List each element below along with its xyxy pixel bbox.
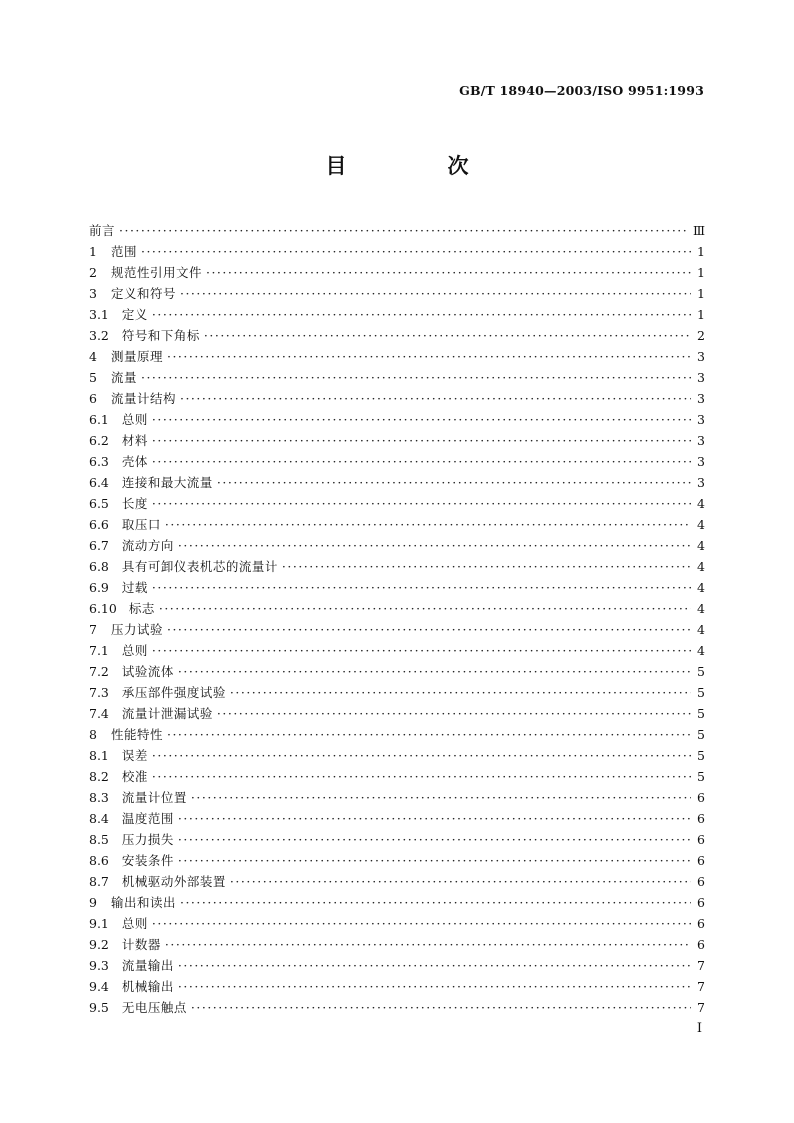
toc-entry-label: 材料 [121, 433, 148, 448]
toc-entry[interactable] [89, 703, 705, 724]
toc-entry-label: 前言 [89, 223, 116, 238]
toc-entry-page: 7 [697, 958, 705, 973]
toc-entry-page: 2 [697, 328, 705, 343]
toc-leader-dots [217, 703, 691, 724]
toc-entry[interactable] [89, 367, 705, 388]
toc-leader-dots [178, 976, 691, 997]
toc-entry-page: 6 [697, 790, 705, 805]
toc-entry-page: 4 [697, 538, 705, 553]
toc-leader-dots [152, 745, 691, 766]
toc-leader-dots [159, 598, 691, 619]
toc-entry-number: 8.1 [89, 748, 109, 763]
toc-entry-page: 4 [697, 496, 705, 511]
toc-leader-dots [178, 829, 691, 850]
toc-entry-page: 6 [697, 853, 705, 868]
toc-entry-label: 试验流体 [121, 664, 174, 679]
table-of-contents [89, 220, 705, 1018]
toc-entry-label: 总则 [121, 412, 148, 427]
toc-entry-page: 3 [697, 433, 705, 448]
toc-entry-label: 误差 [121, 748, 148, 763]
toc-entry-page: 3 [697, 454, 705, 469]
toc-entry-page: 3 [697, 370, 705, 385]
toc-entry-page: 3 [697, 475, 705, 490]
toc-entry[interactable] [89, 976, 705, 997]
toc-entry-number: 8.5 [89, 832, 109, 847]
toc-entry-label: 流量输出 [121, 958, 174, 973]
footer-page-number: Ⅰ [696, 1021, 702, 1036]
page-title: 目 次 [325, 153, 509, 178]
toc-entry[interactable] [89, 640, 705, 661]
toc-entry-number: 6.4 [89, 475, 109, 490]
toc-entry-number: 9.2 [89, 937, 109, 952]
toc-leader-dots [217, 472, 691, 493]
toc-leader-dots [152, 493, 691, 514]
toc-entry-page: Ⅲ [692, 223, 705, 238]
toc-entry-number: 8.6 [89, 853, 109, 868]
toc-entry-number: 8.3 [89, 790, 109, 805]
toc-entry[interactable] [89, 220, 705, 241]
toc-entry-number: 6 [89, 391, 97, 406]
toc-entry-page: 3 [697, 412, 705, 427]
toc-leader-dots [152, 640, 691, 661]
toc-entry[interactable] [89, 241, 705, 262]
toc-entry-number: 6.9 [89, 580, 109, 595]
toc-entry-page: 6 [697, 916, 705, 931]
toc-entry-number: 4 [89, 349, 97, 364]
toc-entry[interactable] [89, 514, 705, 535]
toc-entry[interactable] [89, 955, 705, 976]
toc-entry-page: 4 [697, 559, 705, 574]
toc-entry-page: 4 [697, 517, 705, 532]
toc-entry-label: 承压部件强度试验 [121, 685, 226, 700]
toc-entry-number: 7.3 [89, 685, 109, 700]
toc-leader-dots [152, 577, 691, 598]
toc-leader-dots [165, 514, 691, 535]
toc-entry[interactable] [89, 997, 705, 1018]
toc-leader-dots [152, 913, 691, 934]
toc-entry-page: 6 [697, 874, 705, 889]
toc-entry-label: 计数器 [121, 937, 161, 952]
toc-entry-number: 9.1 [89, 916, 109, 931]
toc-leader-dots [180, 283, 691, 304]
toc-entry[interactable] [89, 682, 705, 703]
toc-entry[interactable] [89, 388, 705, 409]
toc-entry[interactable] [89, 451, 705, 472]
toc-entry-label: 流动方向 [121, 538, 174, 553]
toc-leader-dots [191, 997, 691, 1018]
toc-leader-dots [180, 892, 691, 913]
toc-leader-dots [178, 808, 691, 829]
toc-leader-dots [206, 262, 691, 283]
toc-entry[interactable] [89, 493, 705, 514]
toc-entry-label: 压力试验 [110, 622, 163, 637]
toc-entry-page: 3 [697, 349, 705, 364]
toc-entry-label: 温度范围 [121, 811, 174, 826]
toc-entry-number: 6.1 [89, 412, 109, 427]
toc-entry-label: 流量计泄漏试验 [121, 706, 213, 721]
toc-entry-number: 6.10 [89, 601, 117, 616]
toc-entry-number: 9.4 [89, 979, 109, 994]
toc-entry-number: 8.2 [89, 769, 109, 784]
toc-entry-number: 2 [89, 265, 97, 280]
toc-leader-dots [191, 787, 691, 808]
toc-leader-dots [230, 682, 691, 703]
toc-entry[interactable] [89, 430, 705, 451]
toc-entry-label: 总则 [121, 916, 148, 931]
toc-entry[interactable] [89, 304, 705, 325]
toc-entry-page: 4 [697, 580, 705, 595]
toc-entry-label: 符号和下角标 [121, 328, 200, 343]
toc-entry[interactable] [89, 472, 705, 493]
toc-entry-number: 7.2 [89, 664, 109, 679]
toc-entry-label: 流量计结构 [110, 391, 176, 406]
toc-entry-label: 长度 [121, 496, 148, 511]
toc-entry[interactable] [89, 829, 705, 850]
toc-entry-page: 5 [697, 727, 705, 742]
toc-entry-number: 7.4 [89, 706, 109, 721]
toc-entry-label: 规范性引用文件 [110, 265, 202, 280]
toc-entry-page: 7 [697, 1000, 705, 1015]
toc-entry-number: 3.1 [89, 307, 109, 322]
toc-leader-dots [167, 724, 691, 745]
toc-entry[interactable] [89, 619, 705, 640]
toc-entry-page: 1 [697, 265, 705, 280]
toc-entry[interactable] [89, 535, 705, 556]
toc-entry-number: 9.3 [89, 958, 109, 973]
toc-entry-label: 校准 [121, 769, 148, 784]
toc-entry-label: 标志 [128, 601, 155, 616]
toc-entry[interactable] [89, 934, 705, 955]
toc-entry[interactable] [89, 325, 705, 346]
toc-leader-dots [165, 934, 691, 955]
toc-entry-label: 定义和符号 [110, 286, 176, 301]
toc-entry-page: 1 [697, 244, 705, 259]
toc-entry-number: 8.4 [89, 811, 109, 826]
toc-entry-label: 取压口 [121, 517, 161, 532]
toc-entry-number: 3.2 [89, 328, 109, 343]
toc-entry-page: 4 [697, 643, 705, 658]
toc-entry-number: 9.5 [89, 1000, 109, 1015]
toc-leader-dots [152, 766, 691, 787]
toc-entry-label: 输出和读出 [110, 895, 176, 910]
toc-entry-label: 机械驱动外部装置 [121, 874, 226, 889]
toc-entry-label: 测量原理 [110, 349, 163, 364]
toc-entry-number: 7.1 [89, 643, 109, 658]
toc-entry-label: 具有可卸仪表机芯的流量计 [121, 559, 278, 574]
toc-entry-page: 1 [697, 286, 705, 301]
toc-entry-label: 定义 [121, 307, 148, 322]
toc-entry-page: 4 [697, 622, 705, 637]
toc-entry-page: 6 [697, 937, 705, 952]
toc-entry[interactable] [89, 346, 705, 367]
toc-entry-page: 5 [697, 706, 705, 721]
toc-leader-dots [152, 430, 691, 451]
toc-entry-label: 总则 [121, 643, 148, 658]
toc-entry-number: 6.7 [89, 538, 109, 553]
toc-entry-number: 8.7 [89, 874, 109, 889]
toc-entry-page: 1 [697, 307, 705, 322]
toc-leader-dots [204, 325, 691, 346]
toc-entry[interactable] [89, 283, 705, 304]
toc-entry-number: 6.6 [89, 517, 109, 532]
toc-entry[interactable] [89, 871, 705, 892]
standard-code: GB/T 18940—2003/ISO 9951:1993 [459, 83, 704, 98]
toc-entry[interactable] [89, 724, 705, 745]
toc-entry-label: 过载 [121, 580, 148, 595]
toc-entry-number: 1 [89, 244, 97, 259]
toc-leader-dots [282, 556, 691, 577]
toc-leader-dots [152, 409, 691, 430]
toc-entry-page: 7 [697, 979, 705, 994]
toc-entry[interactable] [89, 766, 705, 787]
toc-leader-dots [178, 955, 691, 976]
toc-entry-page: 4 [697, 601, 705, 616]
toc-entry-number: 9 [89, 895, 97, 910]
toc-entry-label: 流量 [110, 370, 137, 385]
toc-leader-dots [178, 661, 691, 682]
toc-entry-label: 压力损失 [121, 832, 174, 847]
toc-leader-dots [167, 619, 691, 640]
toc-entry-page: 5 [697, 664, 705, 679]
toc-entry-label: 流量计位置 [121, 790, 187, 805]
toc-leader-dots [180, 388, 691, 409]
toc-entry[interactable] [89, 913, 705, 934]
toc-entry-page: 5 [697, 748, 705, 763]
toc-entry[interactable] [89, 808, 705, 829]
toc-entry-label: 无电压触点 [121, 1000, 187, 1015]
toc-entry[interactable] [89, 577, 705, 598]
toc-entry-number: 6.5 [89, 496, 109, 511]
toc-leader-dots [178, 850, 691, 871]
toc-entry-label: 壳体 [121, 454, 148, 469]
toc-leader-dots [141, 367, 691, 388]
toc-entry-number: 6.2 [89, 433, 109, 448]
toc-entry-number: 6.3 [89, 454, 109, 469]
toc-entry-number: 3 [89, 286, 97, 301]
toc-entry-label: 范围 [110, 244, 137, 259]
toc-entry-page: 6 [697, 811, 705, 826]
toc-entry[interactable] [89, 892, 705, 913]
toc-entry[interactable] [89, 262, 705, 283]
toc-entry-label: 机械输出 [121, 979, 174, 994]
toc-entry-label: 安装条件 [121, 853, 174, 868]
toc-entry-label: 性能特性 [110, 727, 163, 742]
toc-leader-dots [167, 346, 691, 367]
toc-entry-page: 6 [697, 895, 705, 910]
toc-leader-dots [152, 304, 691, 325]
toc-entry-number: 7 [89, 622, 97, 637]
toc-entry-page: 5 [697, 769, 705, 784]
toc-entry[interactable] [89, 409, 705, 430]
toc-entry-number: 5 [89, 370, 97, 385]
toc-entry[interactable] [89, 787, 705, 808]
toc-leader-dots [230, 871, 691, 892]
toc-leader-dots [141, 241, 691, 262]
toc-entry-page: 3 [697, 391, 705, 406]
toc-entry-page: 5 [697, 685, 705, 700]
toc-entry-page: 6 [697, 832, 705, 847]
toc-entry[interactable] [89, 556, 705, 577]
toc-leader-dots [152, 451, 691, 472]
toc-leader-dots [119, 220, 689, 241]
toc-entry-label: 连接和最大流量 [121, 475, 213, 490]
toc-leader-dots [178, 535, 691, 556]
toc-entry[interactable] [89, 745, 705, 766]
toc-entry[interactable] [89, 661, 705, 682]
toc-entry-number: 6.8 [89, 559, 109, 574]
toc-entry-number: 8 [89, 727, 97, 742]
toc-entry[interactable] [89, 598, 705, 619]
toc-entry[interactable] [89, 850, 705, 871]
